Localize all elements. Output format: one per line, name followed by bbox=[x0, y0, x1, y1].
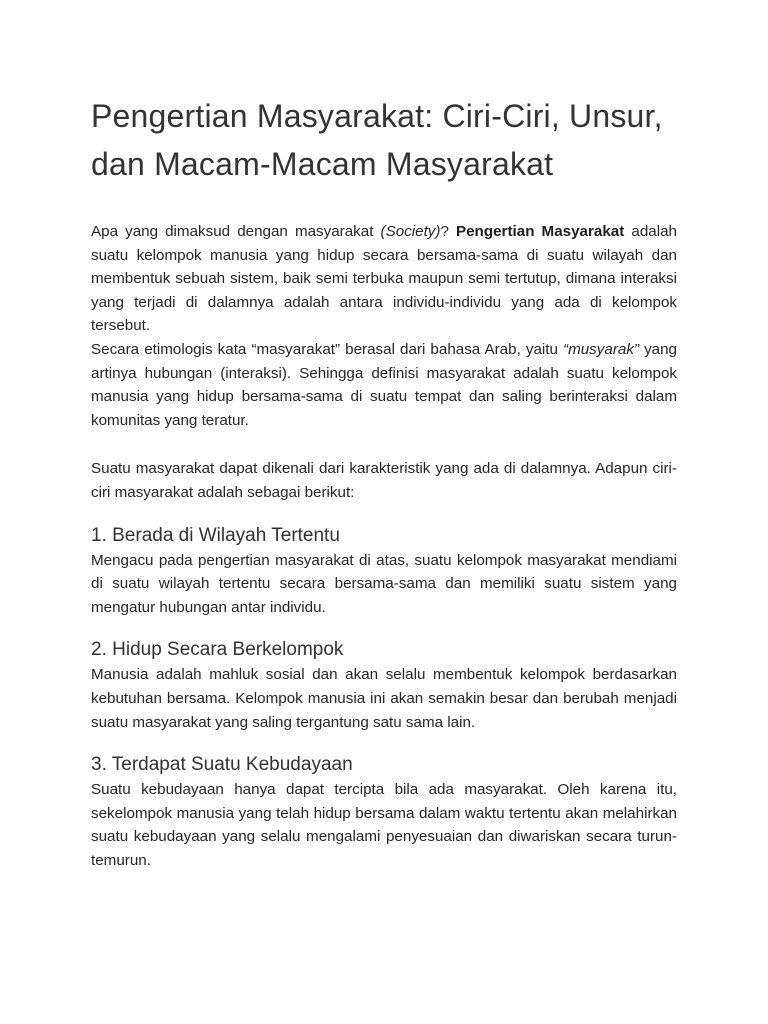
intro-p2-prefix: Secara etimologis kata “masyarakat” berasal dari bahasa Arab, yaitu bbox=[91, 340, 564, 358]
intro-paragraph-1 bbox=[91, 220, 677, 338]
intro-p1-rest: adalah suatu kelompok manusia yang hidup secara bersama-sama di suatu wilayah dan membentuk sebuah sistem, baik semi terbuka maupun semi tertutup, dimana interaksi yang terjadi di dalamnya adalah antara individu-individu yang ada di kelompok tersebut. bbox=[91, 223, 677, 335]
intro-p1-bold-term: Pengertian Masyarakat bbox=[455, 223, 625, 240]
lead-paragraph: Suatu masyarakat dapat dikenali dari karakteristik yang ada di dalamnya. Adapun ciri-ciri masyarakat adalah sebagai berikut: bbox=[91, 460, 677, 501]
intro-p1-society: (Society) bbox=[380, 223, 441, 240]
intro-p1-qmark: ? bbox=[440, 223, 456, 240]
page-title: Pengertian Masyarakat: Ciri-Ciri, Unsur, dan Macam-Macam Masyarakat bbox=[91, 98, 663, 182]
section-body-1: Mengacu pada pengertian masyarakat di atas, suatu kelompok masyarakat mendiami di suatu wilayah tertentu secara bersama-sama dan memiliki suatu sistem yang mengatur hubungan antar individu. bbox=[91, 551, 677, 616]
intro-p2-italic: “musyarak” bbox=[563, 340, 639, 358]
section-body-2: Manusia adalah mahluk sosial dan akan selalu membentuk kelompok berdasarkan kebutuhan bersama. Kelompok manusia ini akan semakin besar dan berubah menjadi suatu masyarakat yang saling tergantung satu sama lain. bbox=[91, 666, 677, 731]
section-heading-3: 3. Terdapat Suatu Kebudayaan bbox=[91, 754, 353, 776]
section-heading-1: 1. Berada di Wilayah Tertentu bbox=[91, 524, 340, 546]
spacer bbox=[91, 505, 677, 523]
document-page bbox=[91, 92, 677, 872]
section-heading-2: 2. Hidup Secara Berkelompok bbox=[91, 639, 344, 661]
intro-p1-prefix: Apa yang dimaksud dengan masyarakat bbox=[91, 223, 381, 240]
spacer bbox=[91, 432, 677, 457]
spacer bbox=[91, 619, 677, 637]
intro-p2-rest: yang artinya hubungan (interaksi). Sehingga definisi masyarakat adalah suatu kelompok manusia yang hidup bersama-sama di suatu tempat dan saling berinteraksi dalam komunitas yang teratur. bbox=[91, 340, 677, 429]
spacer bbox=[91, 734, 677, 752]
intro-paragraph-2 bbox=[91, 338, 677, 432]
section-body-3: Suatu kebudayaan hanya dapat tercipta bila ada masyarakat. Oleh karena itu, sekelompok manusia yang telah hidup bersama dalam waktu tertentu akan melahirkan suatu kebudayaan yang selalu mengalami penyesuaian dan diwariskan secara turun-temurun. bbox=[91, 781, 677, 869]
